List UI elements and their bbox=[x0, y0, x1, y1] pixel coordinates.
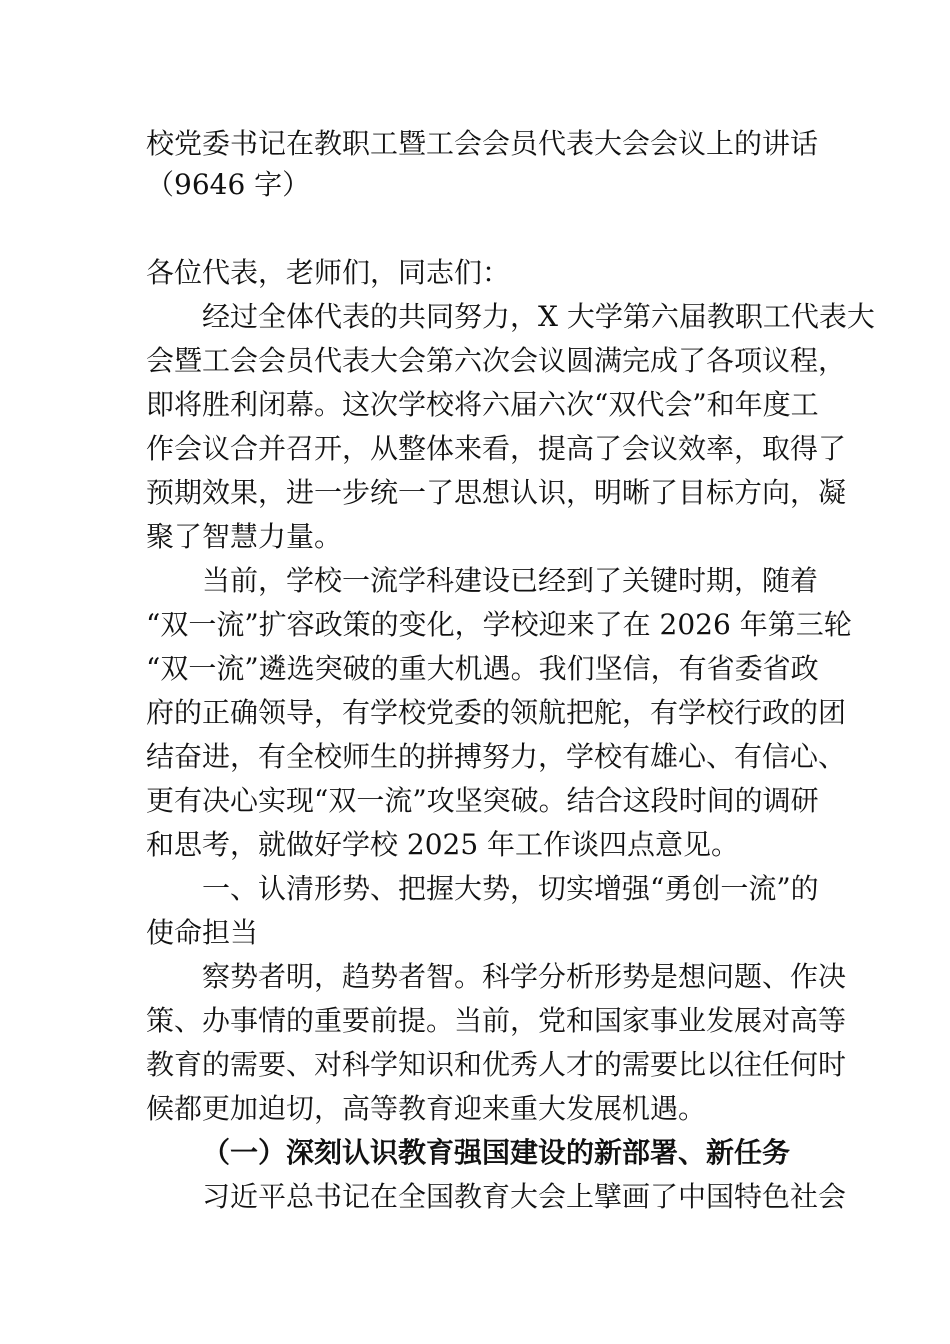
paragraph-4-line: 习近平总书记在全国教育大会上擘画了中国特色社会 bbox=[202, 1180, 847, 1213]
paragraph-3-line: 察势者明，趋势者智。科学分析形势是想问题、作决 bbox=[202, 960, 847, 993]
section-heading-1-continued: 使命担当 bbox=[146, 916, 259, 949]
subsection-heading-1: （一）深刻认识教育强国建设的新部署、新任务 bbox=[202, 1136, 791, 1169]
paragraph-2-line: “双一流”扩容政策的变化，学校迎来了在 2026 年第三轮 bbox=[146, 608, 852, 641]
paragraph-1-line: 作会议合并召开，从整体来看，提高了会议效率，取得了 bbox=[146, 432, 847, 465]
paragraph-2-line: 和思考，就做好学校 2025 年工作谈四点意见。 bbox=[146, 828, 740, 861]
paragraph-2-line: “双一流”遴选突破的重大机遇。我们坚信，有省委省政 bbox=[146, 652, 819, 685]
paragraph-1-line: 即将胜利闭幕。这次学校将六届六次“双代会”和年度工 bbox=[146, 388, 819, 421]
paragraph-3-line: 教育的需要、对科学知识和优秀人才的需要比以往任何时 bbox=[146, 1048, 847, 1081]
section-heading-1: 一、认清形势、把握大势，切实增强“勇创一流”的 bbox=[202, 872, 819, 905]
paragraph-1-line: 预期效果，进一步统一了思想认识，明晰了目标方向，凝 bbox=[146, 476, 847, 509]
paragraph-1-line: 聚了智慧力量。 bbox=[146, 520, 343, 553]
paragraph-1-line: 会暨工会会员代表大会第六次会议圆满完成了各项议程， bbox=[146, 344, 847, 377]
paragraph-2-line: 结奋进，有全校师生的拼搏努力，学校有雄心、有信心、 bbox=[146, 740, 847, 773]
document-title-line-2: （9646 字） bbox=[146, 168, 311, 201]
paragraph-1-line: 经过全体代表的共同努力，X 大学第六届教职工代表大 bbox=[202, 300, 875, 333]
salutation: 各位代表，老师们，同志们： bbox=[146, 256, 511, 289]
document-title-line-1: 校党委书记在教职工暨工会会员代表大会会议上的讲话 bbox=[146, 127, 819, 160]
paragraph-2-line: 更有决心实现“双一流”攻坚突破。结合这段时间的调研 bbox=[146, 784, 819, 817]
paragraph-2-line: 当前，学校一流学科建设已经到了关键时期，随着 bbox=[202, 564, 819, 597]
paragraph-3-line: 策、办事情的重要前提。当前，党和国家事业发展对高等 bbox=[146, 1004, 847, 1037]
paragraph-2-line: 府的正确领导，有学校党委的领航把舵，有学校行政的团 bbox=[146, 696, 847, 729]
paragraph-3-line: 候都更加迫切，高等教育迎来重大发展机遇。 bbox=[146, 1092, 707, 1125]
